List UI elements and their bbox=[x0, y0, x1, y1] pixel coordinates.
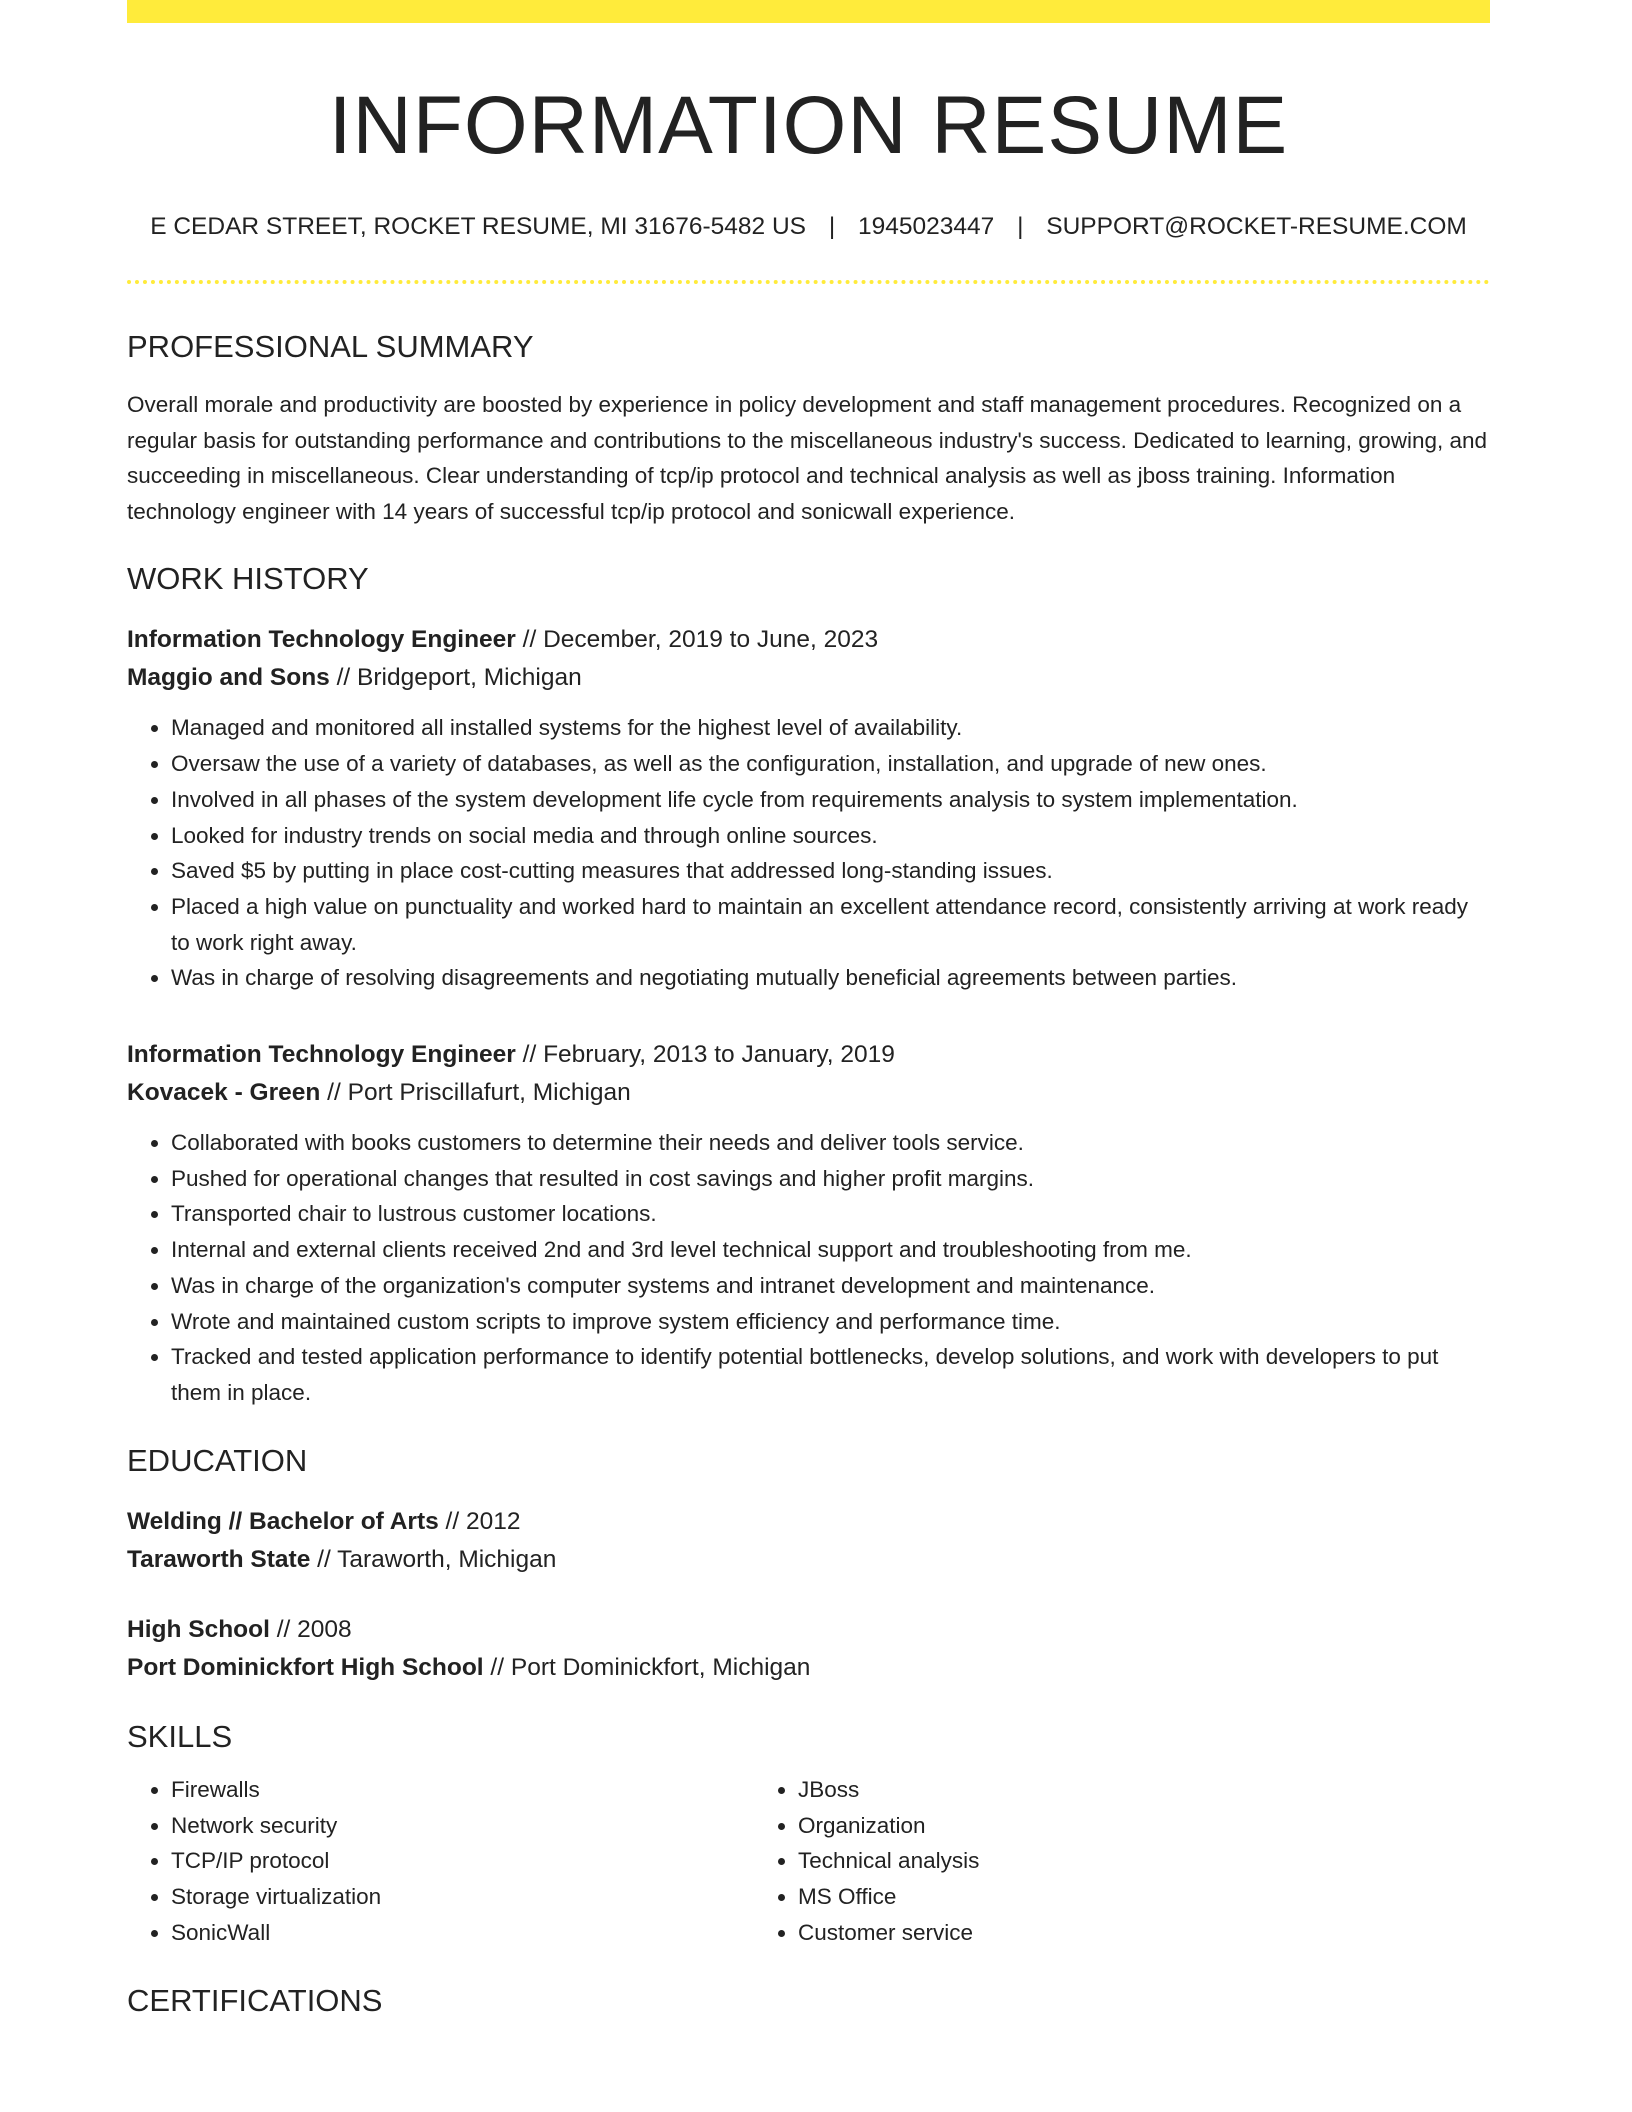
job-role: Information Technology Engineer bbox=[127, 1041, 516, 1069]
list-item: • Looked for industry trends on social media and through online sources. bbox=[171, 818, 1490, 854]
list-item: • Wrote and maintained custom scripts to improve system efficiency and performance time. bbox=[171, 1304, 1490, 1340]
education-school-line bbox=[127, 1649, 1490, 1687]
skill-item: • JBoss bbox=[798, 1772, 1381, 1808]
list-item: • Managed and monitored all installed systems for the highest level of availability. bbox=[171, 710, 1490, 746]
skill-item: • Firewalls bbox=[171, 1772, 754, 1808]
education-degree: Welding // Bachelor of Arts bbox=[127, 1507, 439, 1535]
job-dates: // December, 2019 to June, 2023 bbox=[515, 626, 879, 654]
list-item: • Involved in all phases of the system development life cycle from requirements analysis to system implementation. bbox=[171, 782, 1490, 818]
list-item: • Internal and external clients received 2nd and 3rd level technical support and troubleshooting from me. bbox=[171, 1232, 1490, 1268]
list-item: • Was in charge of resolving disagreements and negotiating mutually beneficial agreements between parties. bbox=[171, 960, 1490, 996]
contact-separator: | bbox=[1017, 213, 1024, 241]
job-company: Kovacek - Green bbox=[127, 1079, 321, 1107]
job-entry bbox=[127, 621, 1490, 996]
list-item: • Oversaw the use of a variety of databases, as well as the configuration, installation, and upgrade of new ones. bbox=[171, 746, 1490, 782]
job-company-line bbox=[127, 1074, 1490, 1112]
list-item: • Saved $5 by putting in place cost-cutting measures that addressed long-standing issues. bbox=[171, 853, 1490, 889]
header-divider bbox=[127, 280, 1490, 284]
skill-item: • Technical analysis bbox=[798, 1843, 1381, 1879]
skill-item: • Storage virtualization bbox=[171, 1879, 754, 1915]
list-item: • Transported chair to lustrous customer locations. bbox=[171, 1196, 1490, 1232]
education-school: Port Dominickfort High School bbox=[127, 1653, 484, 1681]
education-entry bbox=[127, 1503, 1490, 1579]
education-school: Taraworth State bbox=[127, 1545, 311, 1573]
list-item: • Collaborated with books customers to determine their needs and deliver tools service. bbox=[171, 1125, 1490, 1161]
summary-title: PROFESSIONAL SUMMARY bbox=[127, 329, 534, 365]
contact-phone: 1945023447 bbox=[858, 213, 995, 241]
education-school-line bbox=[127, 1541, 1490, 1579]
skill-item: • Organization bbox=[798, 1808, 1381, 1844]
job-bullets bbox=[127, 710, 1490, 996]
education-degree-line bbox=[127, 1611, 1490, 1649]
education-entry bbox=[127, 1611, 1490, 1687]
education-location: // Taraworth, Michigan bbox=[310, 1545, 557, 1573]
education-location: // Port Dominickfort, Michigan bbox=[483, 1653, 811, 1681]
job-company-line bbox=[127, 659, 1490, 697]
education-year: // 2008 bbox=[269, 1615, 352, 1643]
job-entry bbox=[127, 1036, 1490, 1411]
skills-column-right bbox=[754, 1772, 1381, 1951]
summary-text: Overall morale and productivity are boosted by experience in policy development and staff management procedures. Recognized on a regular basis for outstanding performance and contributions to the miscellaneous industry's success. Dedicated to learning, growing, and succeeding in miscellaneous. Clear understanding of tcp/ip protocol and technical analysis as well as jboss training. Information technology engineer with 14 years of successful tcp/ip protocol and sonicwall experience. bbox=[127, 392, 1488, 524]
contact-line bbox=[127, 211, 1490, 243]
resume-name: INFORMATION RESUME bbox=[328, 80, 1289, 171]
list-item: • Tracked and tested application performance to identify potential bottlenecks, develop solutions, and work with developers to put them in place. bbox=[171, 1339, 1490, 1410]
education-title: EDUCATION bbox=[127, 1442, 308, 1478]
accent-bar bbox=[127, 0, 1490, 23]
resume-page bbox=[127, 0, 1490, 2019]
contact-email: SUPPORT@ROCKET-RESUME.COM bbox=[1046, 213, 1467, 241]
certifications-title: CERTIFICATIONS bbox=[127, 1982, 383, 2018]
education-degree: High School bbox=[127, 1615, 270, 1643]
job-location: // Bridgeport, Michigan bbox=[329, 664, 582, 692]
skill-item: • SonicWall bbox=[171, 1915, 754, 1951]
contact-separator: | bbox=[828, 213, 836, 241]
education-year: // 2012 bbox=[438, 1507, 521, 1535]
job-location: // Port Priscillafurt, Michigan bbox=[320, 1079, 631, 1107]
skill-item: • Network security bbox=[171, 1808, 754, 1844]
work-history-title: WORK HISTORY bbox=[127, 561, 369, 597]
job-role-line bbox=[127, 1036, 1490, 1074]
skills-column-left bbox=[127, 1772, 754, 1951]
skill-item: • MS Office bbox=[798, 1879, 1381, 1915]
list-item: • Placed a high value on punctuality and worked hard to maintain an excellent attendance record, consistently arriving at work ready to work right away. bbox=[171, 889, 1490, 960]
job-company: Maggio and Sons bbox=[127, 664, 330, 692]
skills-grid bbox=[127, 1772, 1490, 1951]
contact-address: E CEDAR STREET, ROCKET RESUME, MI 31676-5482 US bbox=[150, 213, 806, 241]
list-item: • Was in charge of the organization's computer systems and intranet development and maintenance. bbox=[171, 1268, 1490, 1304]
education-degree-line bbox=[127, 1503, 1490, 1541]
skill-item: • Customer service bbox=[798, 1915, 1381, 1951]
skills-title: SKILLS bbox=[127, 1718, 233, 1754]
job-role: Information Technology Engineer bbox=[127, 626, 516, 654]
job-bullets bbox=[127, 1125, 1490, 1411]
skill-item: • TCP/IP protocol bbox=[171, 1843, 754, 1879]
job-role-line bbox=[127, 621, 1490, 659]
job-dates: // February, 2013 to January, 2019 bbox=[515, 1041, 895, 1069]
list-item: • Pushed for operational changes that resulted in cost savings and higher profit margins. bbox=[171, 1161, 1490, 1197]
